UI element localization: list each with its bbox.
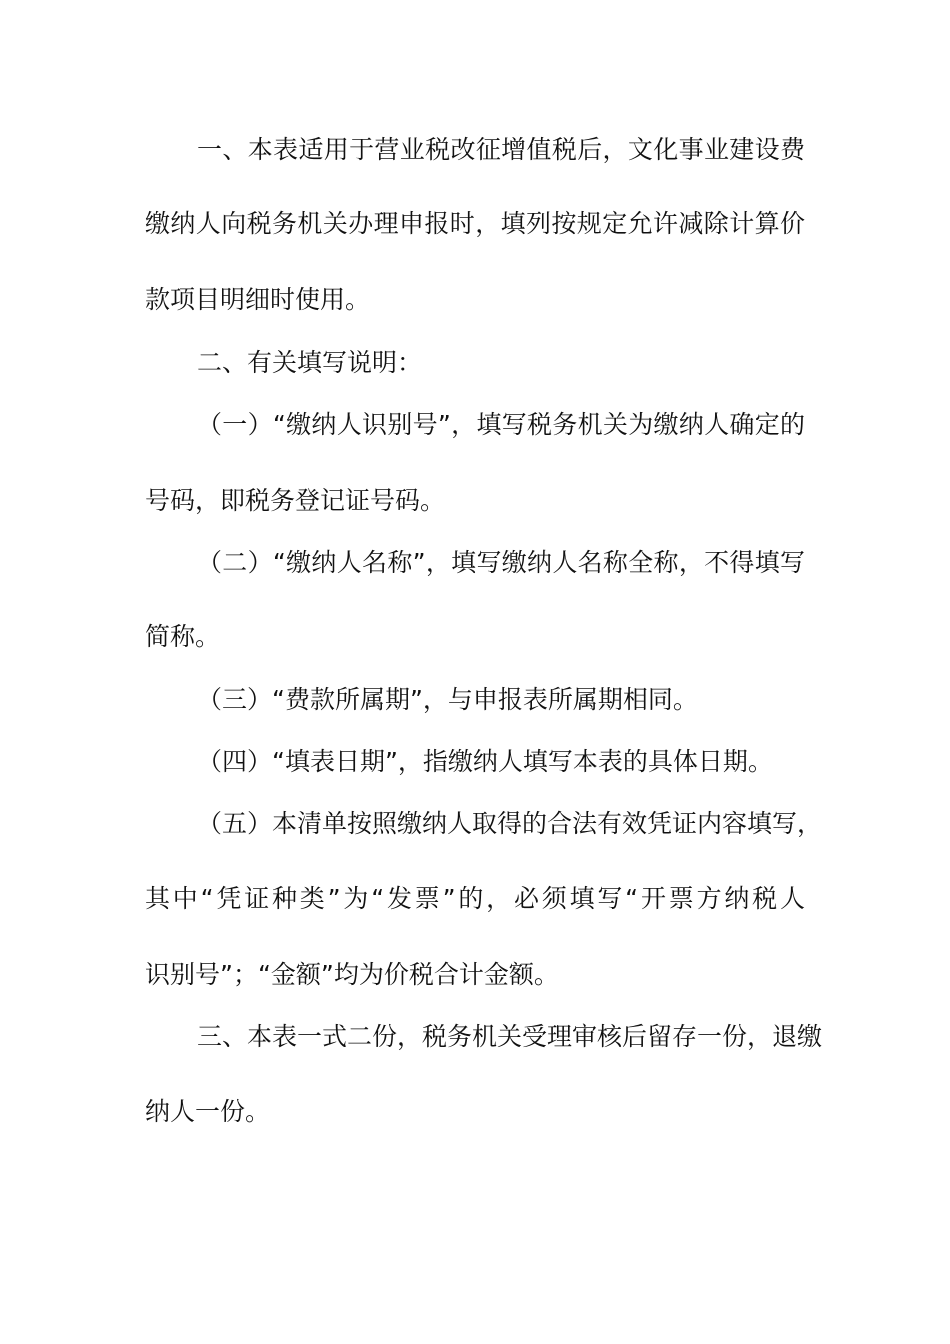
item-1-line-2: 号码，即税务登记证号码。 bbox=[145, 486, 446, 515]
section-3-line-2: 纳人一份。 bbox=[145, 1097, 271, 1126]
item-5-line-1: （五）本清单按照缴纳人取得的合法有效凭证内容填写， bbox=[197, 809, 823, 838]
item-3: （三）“费款所属期”，与申报表所属期相同。 bbox=[197, 685, 698, 714]
item-5-line-3: 识别号”；“金额”均为价税合计金额。 bbox=[145, 960, 559, 989]
item-2-line-1: （二）“缴纳人名称”，填写缴纳人名称全称，不得填写 bbox=[197, 548, 805, 577]
paragraph-1-line-3: 款项目明细时使用。 bbox=[145, 285, 371, 314]
item-5-line-2: 其中“凭证种类”为“发票”的，必须填写“开票方纳税人 bbox=[145, 884, 805, 913]
item-1-line-1: （一）“缴纳人识别号”，填写税务机关为缴纳人确定的 bbox=[197, 410, 805, 439]
paragraph-1-line-1: 一、本表适用于营业税改征增值税后，文化事业建设费 bbox=[197, 135, 805, 164]
paragraph-1-line-2: 缴纳人向税务机关办理申报时，填列按规定允许减除计算价 bbox=[145, 209, 805, 238]
item-2-line-2: 简称。 bbox=[145, 622, 221, 651]
section-3-line-1: 三、本表一式二份，税务机关受理审核后留存一份，退缴 bbox=[197, 1022, 823, 1051]
section-2-heading: 二、有关填写说明： bbox=[197, 348, 423, 377]
item-4: （四）“填表日期”，指缴纳人填写本表的具体日期。 bbox=[197, 747, 773, 776]
